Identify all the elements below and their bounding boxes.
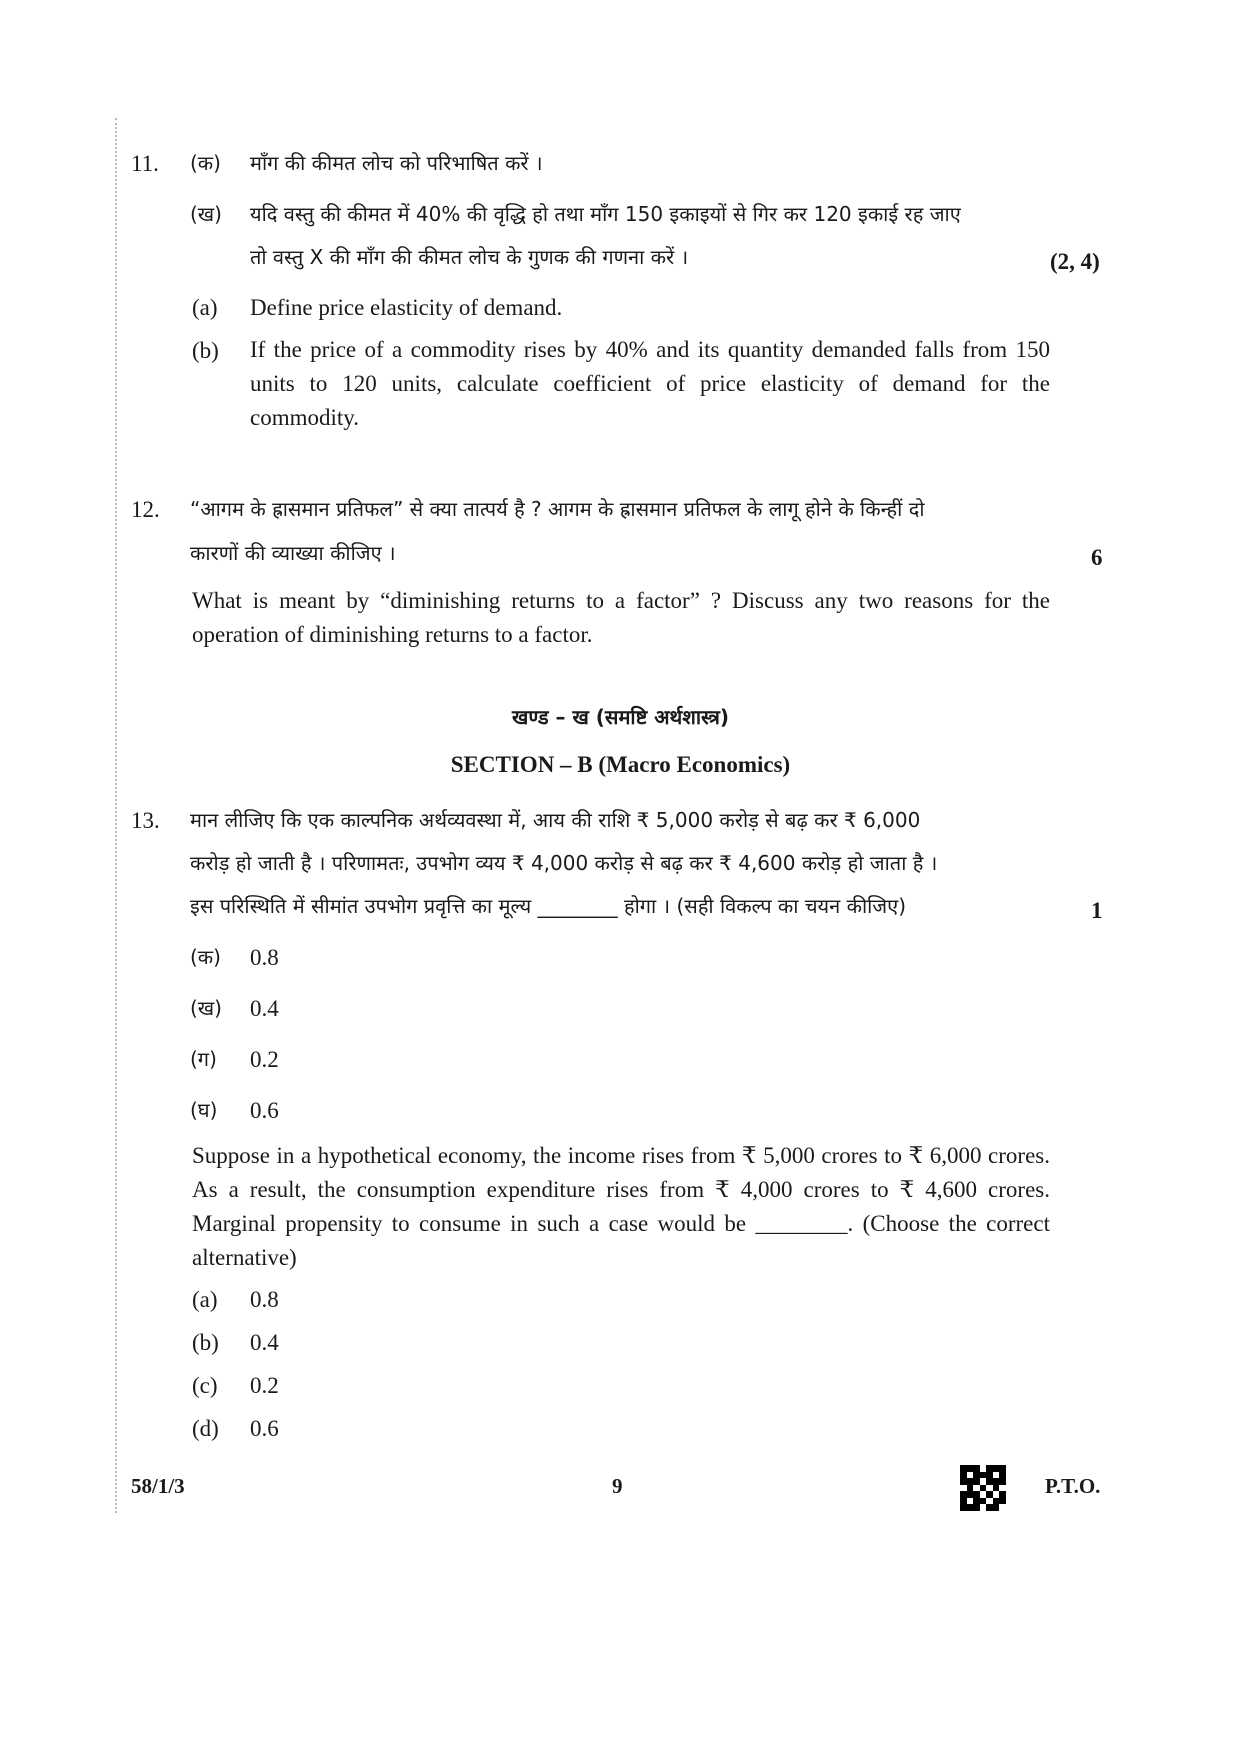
qr-code-icon	[960, 1465, 1006, 1511]
q13-hi-option-label: (घ)	[190, 1098, 218, 1122]
q12-marks: 6	[1091, 545, 1103, 570]
q13-en-option-label: (c)	[192, 1373, 218, 1398]
q13-hi-line3: इस परिस्थिति में सीमांत उपभोग प्रवृत्ति का मूल्य ________ होगा । (सही विकल्प का चयन कीजिए)	[190, 894, 907, 918]
q12-number: 12.	[131, 497, 160, 522]
q11-marks: (2, 4)	[1050, 249, 1100, 274]
q13-hi-option-label: (ग)	[190, 1047, 217, 1071]
q13-hi-line1: मान लीजिए कि एक काल्पनिक अर्थव्यवस्था में, आय की राशि ₹ 5,000 करोड़ से बढ़ कर ₹ 6,000	[190, 808, 921, 832]
q11-b-hi-label: (ख)	[190, 202, 222, 226]
q13-hi-option-label: (क)	[190, 945, 221, 969]
q13-en-text: Suppose in a hypothetical economy, the income rises from ₹ 5,000 crores to ₹ 6,000 crores. As a result, the consumption expenditure rises from ₹ 4,000 crores to ₹ 4,600 crores. Marginal propensity to consume in such a case would be ________. (Choose the correct alternative)	[192, 1143, 1050, 1270]
q12-hi-line1: “आगम के ह्रासमान प्रतिफल” से क्या तात्पर्य है ? आगम के ह्रासमान प्रतिफल के लागू होने के किन्हीं दो	[190, 497, 925, 521]
q13-hi-option-value: 0.4	[250, 996, 279, 1021]
q12-en-text: What is meant by “diminishing returns to a factor” ? Discuss any two reasons for the operation of diminishing returns to a factor.	[192, 588, 1050, 647]
section-heading-english: SECTION – B (Macro Economics)	[450, 752, 791, 777]
q13-hi-option-value: 0.6	[250, 1098, 279, 1123]
q13-hi-option-value: 0.8	[250, 945, 279, 970]
q13-en-option-label: (b)	[192, 1330, 219, 1355]
q13-hi-option-label: (ख)	[190, 996, 222, 1020]
q13-en-option-value: 0.4	[250, 1330, 279, 1355]
q13-hi-line2: करोड़ हो जाती है । परिणामतः, उपभोग व्यय ₹ 4,000 करोड़ से बढ़ कर ₹ 4,600 करोड़ हो जाता है ।	[190, 851, 938, 875]
paper-code: 58/1/3	[131, 1474, 185, 1498]
q11-a-hi-label: (क)	[190, 151, 221, 175]
q13-hi-option-value: 0.2	[250, 1047, 279, 1072]
q11-b-hi-line1: यदि वस्तु की कीमत में 40% की वृद्धि हो तथा माँग 150 इकाइयों से गिर कर 120 इकाई रह जाए	[250, 202, 961, 226]
margin-dotted-line	[115, 118, 117, 1513]
q11-b-en-label: (b)	[192, 338, 219, 363]
section-heading-hindi: खण्ड – ख (समष्टि अर्थशास्त्र)	[511, 705, 730, 729]
q11-a-en-text: Define price elasticity of demand.	[250, 295, 563, 320]
page-number: 9	[612, 1474, 623, 1498]
q13-en-option-value: 0.8	[250, 1287, 279, 1312]
q11-b-en-text: If the price of a commodity rises by 40% and its quantity demanded falls from 150 units to 120 units, calculate coefficient of price elasticity of demand for the commodity.	[250, 337, 1050, 430]
q13-en-option-value: 0.2	[250, 1373, 279, 1398]
q12-hi-line2: कारणों की व्याख्या कीजिए ।	[190, 541, 396, 565]
q11-number: 11.	[131, 151, 159, 176]
q11-a-hi-text: माँग की कीमत लोच को परिभाषित करें ।	[250, 151, 543, 175]
q11-b-hi-line2: तो वस्तु X की माँग की कीमत लोच के गुणक की गणना करें ।	[250, 245, 689, 269]
q13-marks: 1	[1091, 898, 1103, 923]
q13-en-option-label: (a)	[192, 1287, 218, 1312]
q13-en-option-label: (d)	[192, 1416, 219, 1441]
q13-number: 13.	[131, 808, 160, 833]
pto-label: P.T.O.	[1045, 1474, 1101, 1498]
q13-en-option-value: 0.6	[250, 1416, 279, 1441]
q11-a-en-label: (a)	[192, 295, 218, 320]
